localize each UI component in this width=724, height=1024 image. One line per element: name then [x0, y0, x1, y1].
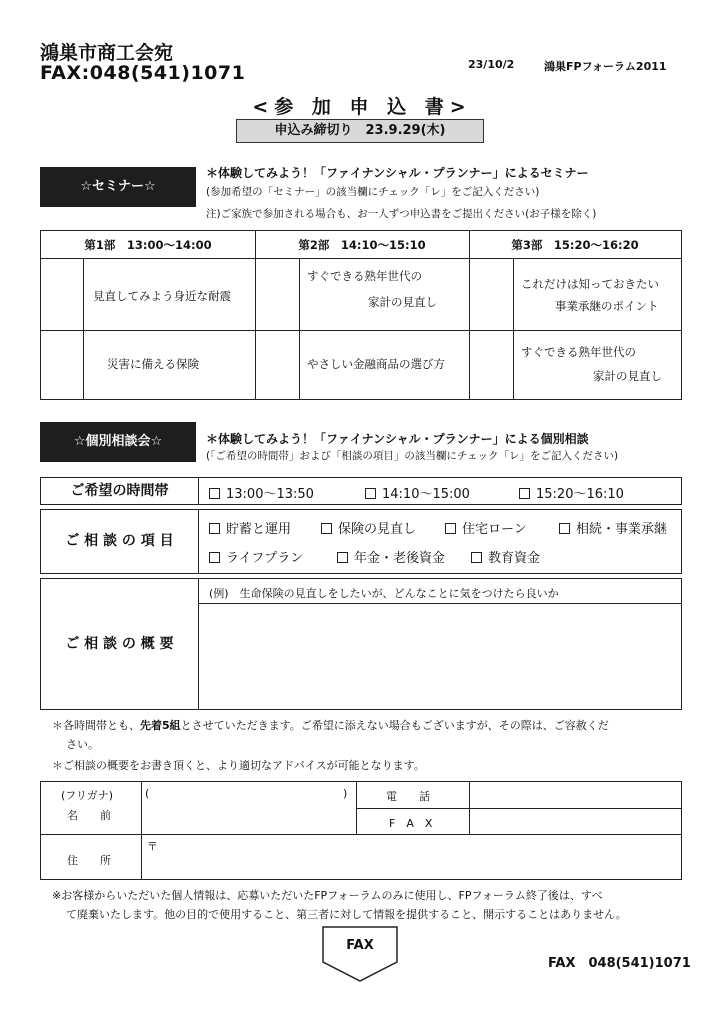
deadline-box: 申込み締切り 23.9.29(木)	[236, 119, 484, 143]
seminar-topic: これだけは知っておきたい	[521, 277, 659, 291]
time-option-1[interactable]: 13:00〜13:50	[209, 483, 314, 502]
item-option[interactable]: ライフプラン	[209, 547, 303, 566]
seminar-topic: やさしい金融商品の選び方	[307, 357, 445, 371]
phone-input[interactable]	[470, 782, 681, 808]
seminar-table	[40, 230, 682, 400]
seminar-checkbox[interactable]	[255, 330, 299, 399]
consult-lead: ＊体験してみよう！「ファイナンシャル・プランナー」による個別相談	[206, 432, 589, 446]
summary-example: (例) 生命保険の見直しをしたいが、どんなことに気をつけたら良いか	[209, 587, 559, 600]
item-option[interactable]: 貯蓄と運用	[209, 518, 291, 537]
phone-label: 電 話	[386, 790, 430, 803]
checkbox-icon[interactable]	[337, 552, 348, 563]
arrow-down-icon	[322, 926, 398, 982]
fax-arrow	[322, 926, 398, 986]
postal-mark: 〒	[147, 840, 158, 853]
item-option[interactable]: 相続・事業承継	[559, 518, 667, 537]
checkbox-icon[interactable]	[209, 488, 220, 499]
session-2-header: 第2部 14:10〜15:10	[255, 231, 469, 259]
recipient-fax: FAX:048(541)1071	[40, 62, 246, 84]
summary-input[interactable]	[200, 604, 681, 709]
footer-fax-number: FAX 048(541)1071	[548, 956, 691, 971]
fax-label: F A X	[389, 817, 433, 830]
seminar-checkbox[interactable]	[41, 259, 83, 330]
form-title: <参 加 申 込 書>	[252, 96, 472, 118]
checkbox-icon[interactable]	[559, 523, 570, 534]
privacy-note-cont: て廃棄いたします。他の目的で使用すること、第三者に対して情報を提供すること、開示することはありません。	[66, 908, 627, 921]
seminar-note: (参加希望の「セミナー」の該当欄にチェック「レ」をご記入ください)	[206, 186, 540, 198]
checkbox-icon[interactable]	[209, 552, 220, 563]
fax-input[interactable]	[470, 809, 681, 834]
address-input[interactable]	[142, 835, 681, 879]
contact-table	[40, 781, 682, 880]
event-name: 鴻巣FPフォーラム2011	[544, 60, 667, 73]
checkbox-icon[interactable]	[209, 523, 220, 534]
address-label: 住 所	[67, 854, 111, 867]
summary-note: ＊ご相談の概要をお書き頂くと、より適切なアドバイスが可能となります。	[52, 759, 425, 772]
items-row	[40, 509, 682, 574]
seminar-topic: 家計の見直し	[368, 295, 437, 309]
seminar-topic: 見直してみよう身近な耐震	[93, 289, 231, 303]
consult-section-label: ☆個別相談会☆	[40, 422, 196, 462]
seminar-checkbox[interactable]	[41, 330, 83, 399]
paren-close: )	[343, 787, 348, 800]
session-3-header: 第3部 15:20〜16:20	[469, 231, 681, 259]
name-label: 名 前	[67, 809, 111, 822]
time-row	[40, 477, 682, 505]
consult-note: (「ご希望の時間帯」および「相談の項目」の該当欄にチェック「レ」をご記入ください)	[206, 450, 619, 462]
seminar-checkbox[interactable]	[255, 259, 299, 330]
seminar-lead: ＊体験してみよう！「ファイナンシャル・プランナー」によるセミナー	[206, 166, 589, 180]
capacity-note-cont: さい。	[66, 738, 99, 751]
name-input[interactable]	[142, 782, 356, 834]
session-1-header: 第1部 13:00〜14:00	[41, 231, 255, 259]
summary-row	[40, 578, 682, 710]
checkbox-icon[interactable]	[471, 552, 482, 563]
items-label: ご 相 談 の 項 目	[41, 510, 199, 573]
capacity-note: ＊各時間帯とも、先着5組とさせていただきます。ご希望に添えない場合もございますが、その際は、ご容赦くだ	[52, 719, 609, 732]
seminar-checkbox[interactable]	[469, 259, 513, 330]
paren-open: (	[145, 787, 150, 800]
seminar-topic: すぐできる熟年世代の	[307, 269, 422, 283]
summary-label: ご 相 談 の 概 要	[41, 579, 199, 709]
privacy-note: ※お客様からいただいた個人情報は、応募いただいたFPフォーラムのみに使用し、FPフォーラム終了後は、すべ	[52, 889, 603, 902]
furigana-label: (フリガナ)	[61, 789, 114, 802]
seminar-topic: すぐできる熟年世代の	[521, 345, 636, 359]
checkbox-icon[interactable]	[519, 488, 530, 499]
recipient-name: 鴻巣市商工会宛	[40, 42, 174, 64]
document-date: 23/10/2	[468, 58, 515, 71]
checkbox-icon[interactable]	[321, 523, 332, 534]
time-option-3[interactable]: 15:20〜16:10	[519, 483, 624, 502]
time-option-2[interactable]: 14:10〜15:00	[365, 483, 470, 502]
seminar-checkbox[interactable]	[469, 330, 513, 399]
seminar-topic: 家計の見直し	[593, 369, 662, 383]
seminar-topic: 事業承継のポイント	[555, 299, 659, 313]
seminar-topic: 災害に備える保険	[107, 357, 199, 371]
item-option[interactable]: 教育資金	[471, 547, 540, 566]
checkbox-icon[interactable]	[445, 523, 456, 534]
item-option[interactable]: 住宅ローン	[445, 518, 527, 537]
item-option[interactable]: 保険の見直し	[321, 518, 416, 537]
seminar-section-label: ☆セミナー☆	[40, 167, 196, 207]
item-option[interactable]: 年金・老後資金	[337, 547, 445, 566]
seminar-family-note: 注)ご家族で参加される場合も、お一人ずつ申込書をご提出ください(お子様を除く)	[206, 208, 597, 220]
fax-arrow-label: FAX	[346, 938, 374, 953]
time-label: ご希望の時間帯	[41, 478, 199, 504]
checkbox-icon[interactable]	[365, 488, 376, 499]
